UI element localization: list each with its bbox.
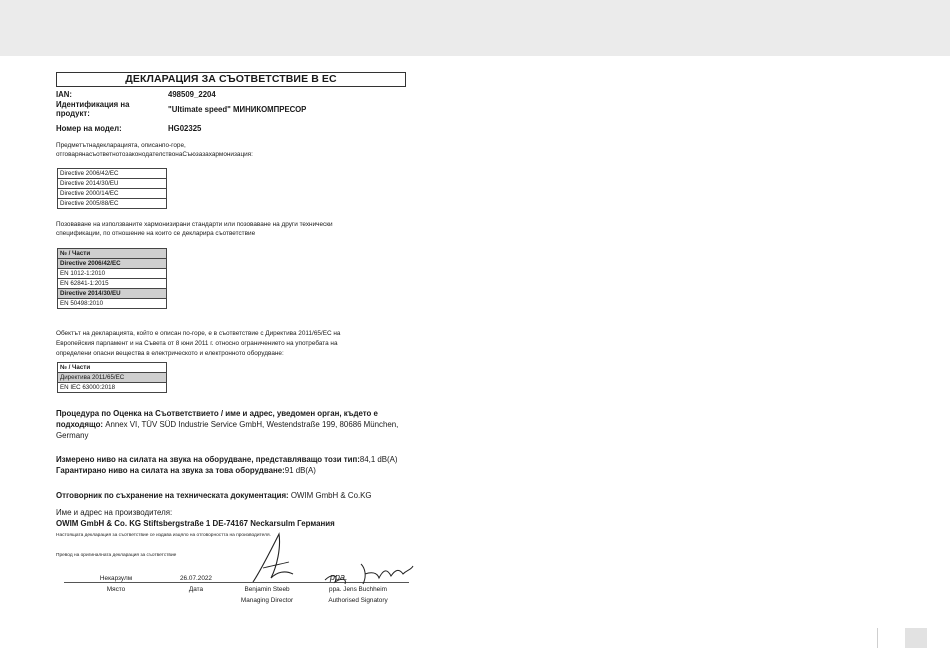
noise-guaranteed [56,465,316,476]
intro-line-2: отговарянасъответнотозаконодателствонаСъюзазахармонизация: [56,151,253,158]
intro-line-1: Предметътнадекларацията, описанпо-горе, [56,142,186,149]
page-nav-button[interactable] [905,628,927,648]
ian-value: 498509_2204 [168,90,216,99]
signer1-role: Managing Director [240,597,294,604]
rohs-line-1: Обектът на декларацията, който е описан по-горе, е в съответствие с Директива 2011/65/ЕС на [56,330,341,337]
directive-row: Directive 2005/88/EC [58,199,167,209]
standards-header: № / Части [58,249,167,259]
noise-measured-label: Измерено ниво на силата на звука на оборудване, представляващо този тип: [56,455,360,464]
signer1-name: Benjamin Steeb [244,586,290,593]
rohs-row: EN IEC 63000:2018 [58,383,167,393]
declaration-document [56,72,436,627]
tech-doc-line [56,490,372,501]
responsibility-note: Настоящата декларация за съответствие се издава изцяло на отговорността на производителя. [56,533,271,538]
tech-doc-value: OWIM GmbH & Co.KG [288,491,372,500]
viewer-divider [877,628,878,648]
signer2-role: Authorised Signatory [328,597,388,604]
standards-directive-row: Directive 2014/30/EU [58,289,167,299]
sign-date: 26.07.2022 [180,575,212,582]
standards-row: EN 62841-1:2015 [58,279,167,289]
standards-directive-row: Directive 2006/42/EC [58,259,167,269]
standards-row: EN 50498:2010 [58,299,167,309]
sign-place: Некарзулм [99,575,133,582]
standards-line-1: Позоваване на използваните хармонизирани стандарти или позоваване на други технически [56,221,333,228]
translation-note: Превод на оригиналната декларация за съответствие [56,553,177,558]
sign-place-label: Място [106,586,126,593]
model-value: HG02325 [168,124,202,133]
standards-line-2: спецификации, по отношение на които се декларира съответствие [56,230,256,237]
document-title: ДЕКЛАРАЦИЯ ЗА СЪОТВЕТСТВИЕ В ЕС [56,72,406,87]
ian-label: IAN: [56,90,73,99]
rohs-table [57,362,167,393]
noise-guaranteed-label: Гарантирано ниво на силата на звука за това оборудване: [56,466,285,475]
noise-guaranteed-value: 91 dB(A) [284,466,316,475]
manufacturer-label: Име и адрес на производителя: [56,508,173,517]
signer2-handwriting: ppa. [330,572,348,582]
procedure-label: Процедура по Оценка на Съответствието / име и адрес, уведомен орган, където е подходящо: [56,409,378,429]
manufacturer-address: OWIM GmbH & Co. KG Stiftsbergstraße 1 DE-74167 Neckarsulm Германия [56,519,335,528]
model-label: Номер на модел: [56,124,122,133]
rohs-line-3: определени опасни вещества в електрическото и електронното оборудване: [56,350,284,357]
product-id-value: "Ultimate speed" МИНИКОМПРЕСОР [168,105,307,114]
procedure-paragraph [56,408,406,441]
tech-doc-label: Отговорник по съхранение на техническата документация: [56,491,289,500]
directive-row: Directive 2014/30/EU [58,179,167,189]
directive-row: Directive 2006/42/EC [58,169,167,179]
directive-row: Directive 2000/14/EC [58,189,167,199]
rohs-directive-row: Директива 2011/65/ЕС [58,373,167,383]
procedure-value: Annex VI, TÜV SÜD Industrie Service GmbH, Westendstraße 199, 80686 München, Germany [56,420,399,440]
rohs-line-2: Европейския парламент и на Съвета от 8 юни 2011 г. относно ограничението на употребата на [56,340,338,347]
noise-measured [56,454,398,465]
standards-row: EN 1012-1:2010 [58,269,167,279]
directives-table [57,168,167,209]
viewer-top-band [0,0,950,56]
rohs-header: № / Части [58,363,167,373]
signer2-name: ppa. Jens Buchheim [329,586,387,593]
product-id-label: Идентификация на продукт: [56,100,130,118]
sign-date-label: Дата [188,586,204,593]
signature-steeb-icon [241,528,311,588]
noise-measured-value: 84,1 dB(A) [359,455,398,464]
standards-table [57,248,167,309]
